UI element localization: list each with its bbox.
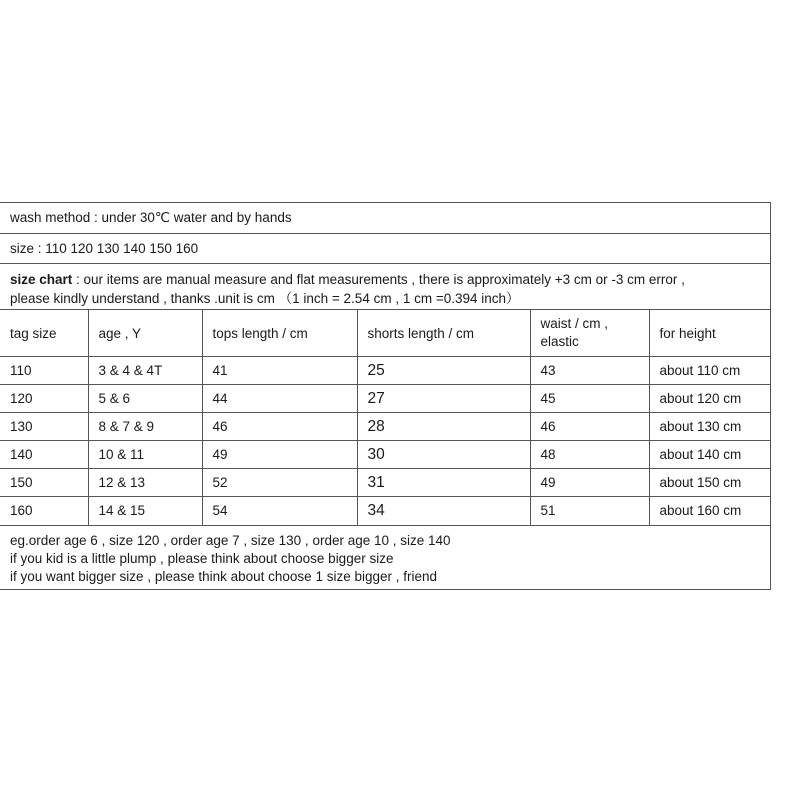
cell-for-height: about 140 cm	[649, 441, 770, 469]
size-chart-note-line-2: please kindly understand , thanks .unit is cm （1 inch = 2.54 cm , 1 cm =0.394 inch）	[10, 291, 520, 306]
order-note-line-2: if you kid is a little plump , please think about choose bigger size	[10, 550, 394, 566]
cell-tops-length: 52	[202, 469, 357, 497]
cell-tag-size: 160	[0, 497, 88, 525]
header-shorts-length: shorts length / cm	[357, 310, 530, 357]
cell-waist: 43	[530, 357, 649, 385]
size-chart-label: size chart	[10, 272, 73, 287]
order-note-line-1: eg.order age 6 , size 120 , order age 7 , size 130 , order age 10 , size 140	[10, 532, 451, 548]
size-list-text: size : 110 120 130 140 150 160	[10, 241, 199, 256]
header-for-height: for height	[649, 310, 770, 357]
cell-shorts-length: 28	[357, 413, 530, 441]
cell-age: 3 & 4 & 4T	[88, 357, 202, 385]
cell-for-height: about 120 cm	[649, 385, 770, 413]
header-tops-length: tops length / cm	[202, 310, 357, 357]
cell-age: 5 & 6	[88, 385, 202, 413]
wash-method-text: wash method : under 30℃ water and by hands	[10, 210, 292, 225]
cell-for-height: about 110 cm	[649, 357, 770, 385]
size-chart-sheet	[0, 202, 771, 590]
header-waist: waist / cm , elastic	[530, 310, 649, 357]
cell-tag-size: 110	[0, 357, 88, 385]
header-age: age , Y	[88, 310, 202, 357]
table-row	[0, 469, 770, 497]
wash-method-row	[0, 202, 770, 233]
size-chart-note-row	[0, 263, 770, 309]
cell-age: 12 & 13	[88, 469, 202, 497]
cell-shorts-length: 31	[357, 469, 530, 497]
cell-shorts-length: 27	[357, 385, 530, 413]
table-row	[0, 413, 770, 441]
order-notes-row	[0, 525, 770, 589]
cell-tops-length: 54	[202, 497, 357, 525]
cell-tops-length: 41	[202, 357, 357, 385]
cell-tag-size: 150	[0, 469, 88, 497]
size-list-row	[0, 233, 770, 263]
cell-for-height: about 150 cm	[649, 469, 770, 497]
cell-for-height: about 160 cm	[649, 497, 770, 525]
cell-shorts-length: 34	[357, 497, 530, 525]
cell-waist: 49	[530, 469, 649, 497]
cell-tag-size: 130	[0, 413, 88, 441]
table-row	[0, 441, 770, 469]
cell-tops-length: 49	[202, 441, 357, 469]
size-table	[0, 309, 770, 525]
cell-age: 8 & 7 & 9	[88, 413, 202, 441]
cell-shorts-length: 25	[357, 357, 530, 385]
table-header-row	[0, 310, 770, 357]
table-row	[0, 497, 770, 525]
size-chart-note-line-1	[10, 270, 760, 289]
table-row	[0, 357, 770, 385]
cell-age: 14 & 15	[88, 497, 202, 525]
cell-shorts-length: 30	[357, 441, 530, 469]
size-chart-note-text: : our items are manual measure and flat measurements , there is approximately +3 cm or -3 cm error ,	[72, 272, 685, 287]
cell-waist: 51	[530, 497, 649, 525]
cell-tag-size: 140	[0, 441, 88, 469]
cell-for-height: about 130 cm	[649, 413, 770, 441]
cell-waist: 46	[530, 413, 649, 441]
cell-age: 10 & 11	[88, 441, 202, 469]
cell-waist: 45	[530, 385, 649, 413]
cell-tops-length: 44	[202, 385, 357, 413]
cell-tops-length: 46	[202, 413, 357, 441]
table-row	[0, 385, 770, 413]
header-tag-size: tag size	[0, 310, 88, 357]
cell-tag-size: 120	[0, 385, 88, 413]
cell-waist: 48	[530, 441, 649, 469]
order-note-line-3: if you want bigger size , please think about choose 1 size bigger , friend	[10, 568, 438, 584]
